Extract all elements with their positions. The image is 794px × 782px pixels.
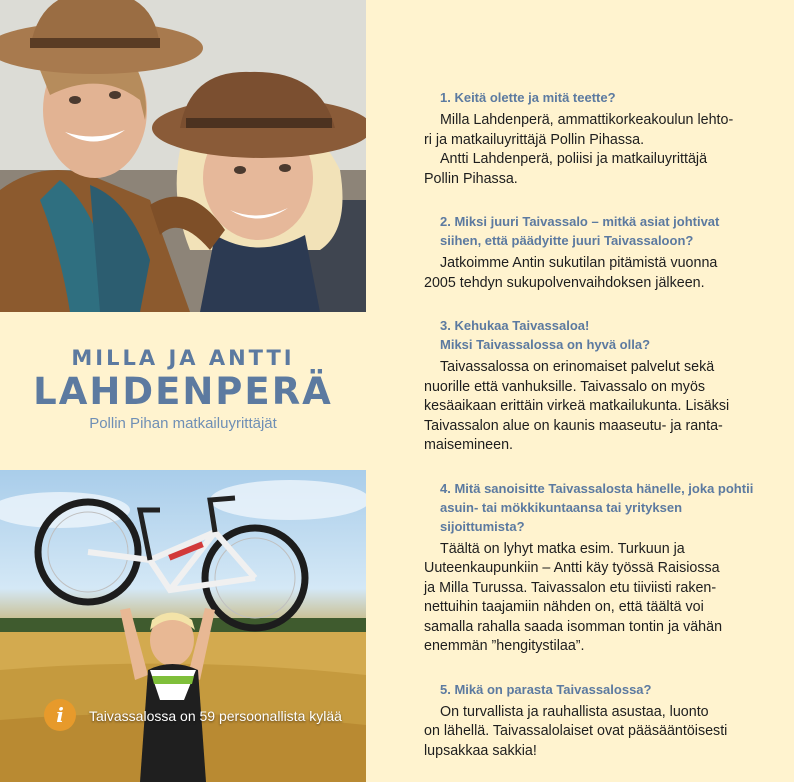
answer	[424, 358, 764, 456]
question	[424, 479, 764, 536]
qa-section	[424, 88, 764, 761]
answer	[424, 540, 764, 657]
qa-item	[424, 316, 764, 456]
question-line: 3. Kehukaa Taivassaloa!	[440, 318, 590, 333]
question-line: 4. Mitä sanoisitte Taivassalosta hänelle, joka pohtii	[440, 480, 754, 496]
bike-photo-illustration	[0, 470, 366, 782]
answer-line: samalla rahalla saada isomman tontin ja vähän	[424, 618, 723, 635]
couple-photo-illustration	[0, 0, 366, 312]
answer-line: nettuihin taajamiin nähden on, että täältä voi	[424, 599, 704, 615]
question	[424, 316, 764, 354]
answer-line: Antti Lahdenperä, poliisi ja matkailuyrittäjä	[440, 151, 708, 167]
answer-line: Taivassalossa on erinomaiset palvelut sekä	[440, 359, 715, 375]
name-subtitle: Pollin Pihan matkailuyrittäjät	[89, 415, 277, 432]
answer-line: ja Milla Turussa. Taivassalon etu tiiviisti raken-	[424, 579, 717, 596]
answer-line: lupsakkaa sakkia!	[424, 742, 537, 759]
info-caption: Taivassalossa on 59 persoonallista kylää	[89, 708, 342, 724]
question-line: siihen, että päädyitte juuri Taivassaloon?	[440, 233, 694, 248]
question-line: 5. Mikä on parasta Taivassalossa?	[440, 681, 652, 697]
qa-item	[424, 212, 764, 293]
info-icon: i	[44, 699, 76, 731]
left-column	[0, 0, 366, 782]
name-block	[0, 312, 366, 470]
qa-item	[424, 88, 764, 189]
answer-line: nuorille että vanhuksille. Taivassalo on myös	[424, 378, 706, 395]
answer-line: enemmän ”hengitystilaa”.	[424, 638, 585, 654]
question-line: asuin- tai mökkikuntaansa tai yrityksen sijoittumista?	[440, 499, 683, 534]
answer-line: Jatkoimme Antin sukutilan pitämistä vuonna	[440, 255, 718, 271]
answer	[424, 703, 764, 762]
question	[424, 88, 764, 107]
answer-line: ri ja matkailuyrittäjä Pollin Pihassa.	[424, 131, 645, 148]
answer-line: Uuteenkaupunkiin – Antti käy työssä Raisiossa	[424, 560, 720, 576]
answer	[424, 111, 764, 189]
answer-line: Taivassalon alue on kaunis maaseutu- ja ranta-	[424, 417, 723, 434]
answer	[424, 254, 764, 293]
question	[424, 212, 764, 250]
couple-photo	[0, 0, 366, 312]
answer-line: Milla Lahdenperä, ammattikorkeakoulun lehto-	[440, 112, 734, 128]
answer-line: kesäaikaan erittäin virkeä matkailukunta. Lisäksi	[424, 398, 730, 414]
question-line: 1. Keitä olette ja mitä teette?	[440, 90, 616, 105]
answer-line: Täältä on lyhyt matka esim. Turkuun ja	[440, 540, 685, 557]
qa-item	[424, 680, 764, 762]
qa-item	[424, 479, 764, 657]
bike-photo	[0, 470, 366, 782]
name-heading-surname: LAHDENPERÄ	[33, 370, 333, 413]
answer-line: on lähellä. Taivassalolaiset ovat pääsääntöisesti	[424, 723, 728, 739]
name-heading-first-names: MILLA JA ANTTI	[71, 346, 295, 370]
answer-line: On turvallista ja rauhallista asustaa, luonto	[440, 703, 709, 720]
answer-line: 2005 tehdyn sukupolvenvaihdoksen jälkeen.	[424, 274, 705, 291]
answer-line: Pollin Pihassa.	[424, 170, 518, 187]
question-line: Miksi Taivassalossa on hyvä olla?	[440, 337, 651, 352]
question-line: 2. Miksi juuri Taivassalo – mitkä asiat johtivat	[440, 214, 720, 229]
answer-line: maisemineen.	[424, 437, 513, 453]
question	[424, 680, 764, 699]
